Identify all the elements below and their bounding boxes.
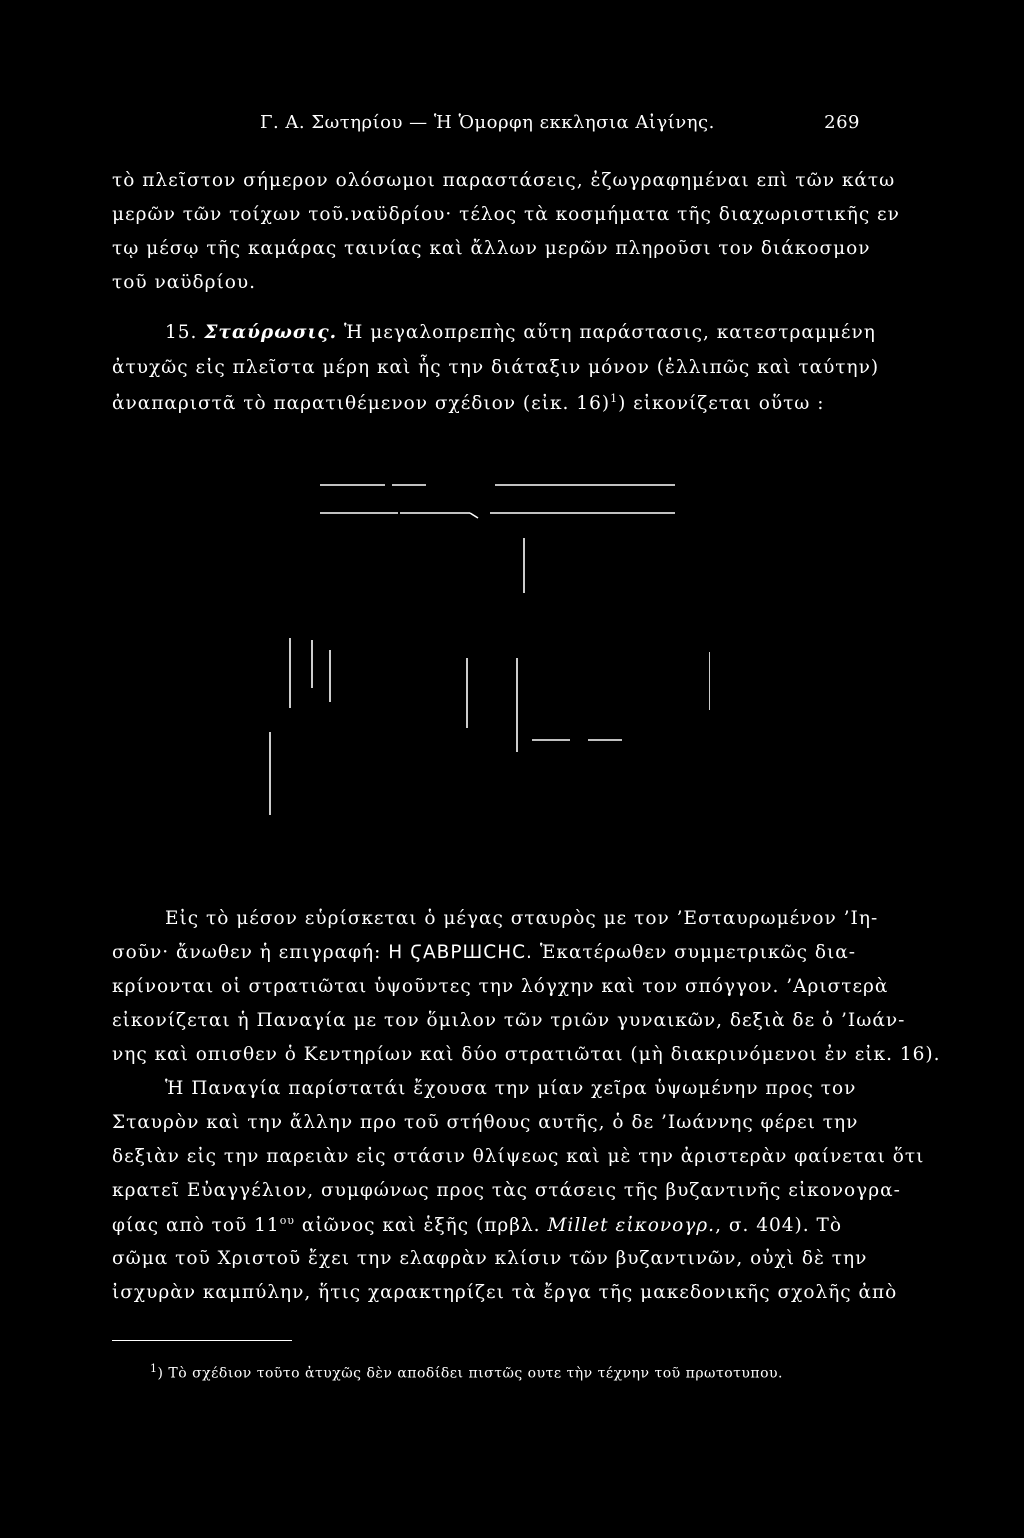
footnote-text: ) Τὸ σχέδιον τοῦτο ἀτυχῶς δὲν αποδίδει πιστῶς ουτε τὴν τέχνην τοῦ πρωτοτυπου. xyxy=(157,1365,783,1382)
body-text: Ἑκατέρωθεν συμμετρικῶς δια- xyxy=(532,942,856,963)
body-text: ) εἰκονίζεται οὕτω : xyxy=(618,393,825,415)
section-number: 15. xyxy=(165,322,198,343)
body-text: σοῦν· ἄνωθεν ἡ επιγραφή: xyxy=(112,942,389,963)
footnote xyxy=(150,1362,850,1382)
superscript: ου xyxy=(279,1214,295,1227)
body-line xyxy=(112,392,842,414)
body-line xyxy=(112,1214,842,1236)
body-line: κρίνονται οἱ στρατιῶται ὑψοῦντες την λόγχην καὶ τον σπόγγον. ’Αριστερὰ xyxy=(112,976,889,997)
footnote-rule xyxy=(112,1340,292,1341)
footnote-marker: 1 xyxy=(150,1362,158,1375)
body-text: φίας απὸ τοῦ 11 xyxy=(112,1215,280,1237)
running-header xyxy=(260,112,860,133)
body-line: μερῶν τῶν τοίχων τοῦ.ναϋδρίου· τέλος τὰ κοσμήματα τῆς διαχωριστικῆς εν xyxy=(112,204,900,225)
body-line: κρατεῖ Εὐαγγέλιον, συμφώνως προς τὰς στάσεις τῆς βυζαντινῆς εἰκονογρα- xyxy=(112,1180,901,1201)
footnote-ref: 1 xyxy=(610,392,619,405)
body-text: Ἡ μεγαλοπρεπὴς αὕτη παράστασις, κατεστραμμένη xyxy=(344,322,876,343)
body-text: ἀναπαριστᾶ τὸ παρατιθέμενον σχέδιον (εἰκ. 16) xyxy=(112,393,611,415)
body-line: δεξιὰν εἰς την παρειὰν εἰς στάσιν θλίψεως καὶ μὲ την ἀριστερὰν φαίνεται ὅτι xyxy=(112,1146,925,1167)
body-line: τὸ πλεῖστον σήμερον ολόσωμοι παραστάσεις, ἐζωγραφημέναι επὶ τῶν κάτω xyxy=(112,170,896,191)
body-line: ἀτυχῶς εἰς πλεῖστα μέρη καὶ ἧς την διάταξιν μόνον (ἐλλιπῶς καὶ ταύτην) xyxy=(112,357,880,378)
body-line: τοῦ ναϋδρίου. xyxy=(112,272,257,293)
section-heading-line xyxy=(165,322,876,343)
body-line: τῳ μέσῳ τῆς καμάρας ταινίας καὶ ἄλλων μερῶν πληροῦσι τον διάκοσμον xyxy=(112,238,871,259)
body-line: εἰκονίζεται ἡ Παναγία με τον ὅμιλον τῶν τριῶν γυναικῶν, δεξιὰ δε ὁ ’Ιωάν- xyxy=(112,1010,906,1031)
body-line: Εἰς τὸ μέσον εὑρίσκεται ὁ μέγας σταυρὸς με τον ’Εσταυρωμένον ’Ιη- xyxy=(165,908,879,929)
citation: Millet εἰκονογρ. xyxy=(547,1215,716,1237)
section-title: Σταύρωσις. xyxy=(204,322,338,343)
inscription: Η ϚΑΒΡШСΗС. xyxy=(388,942,533,963)
page-number: 269 xyxy=(824,112,860,133)
sketch-lines xyxy=(270,485,710,815)
body-text: αἰῶνος καὶ ἑξῆς (πρβλ. xyxy=(295,1215,548,1237)
crucifixion-sketch-figure xyxy=(250,470,710,830)
body-text: , σ. 404). Τὸ xyxy=(715,1215,843,1237)
body-line: νης καὶ οπισθεν ὁ Κεντηρίων καὶ δύο στρατιῶται (μὴ διακρινόμενοι ἐν εἰκ. 16). xyxy=(112,1044,941,1065)
body-line: Ἡ Παναγία παρίστατάι ἔχουσα την μίαν χεῖρα ὑψωμένην προς τον xyxy=(165,1078,857,1099)
body-line: ἰσχυρὰν καμπύλην, ἥτις χαρακτηρίζει τὰ ἔργα τῆς μακεδονικῆς σχολῆς ἀπὸ xyxy=(112,1282,898,1303)
body-line: Σταυρὸν καὶ την ἄλλην προ τοῦ στήθους αυτῆς, ὁ δε ’Ιωάννης φέρει την xyxy=(112,1112,859,1133)
body-line xyxy=(112,942,856,963)
body-line: σῶμα τοῦ Χριστοῦ ἔχει την ελαφρὰν κλίσιν τῶν βυζαντινῶν, οὐχὶ δὲ την xyxy=(112,1248,868,1269)
running-title: Γ. Α. Σωτηρίου — Ἡ Ὁμορφη εκκλησια Αἰγίνης. xyxy=(260,112,715,133)
